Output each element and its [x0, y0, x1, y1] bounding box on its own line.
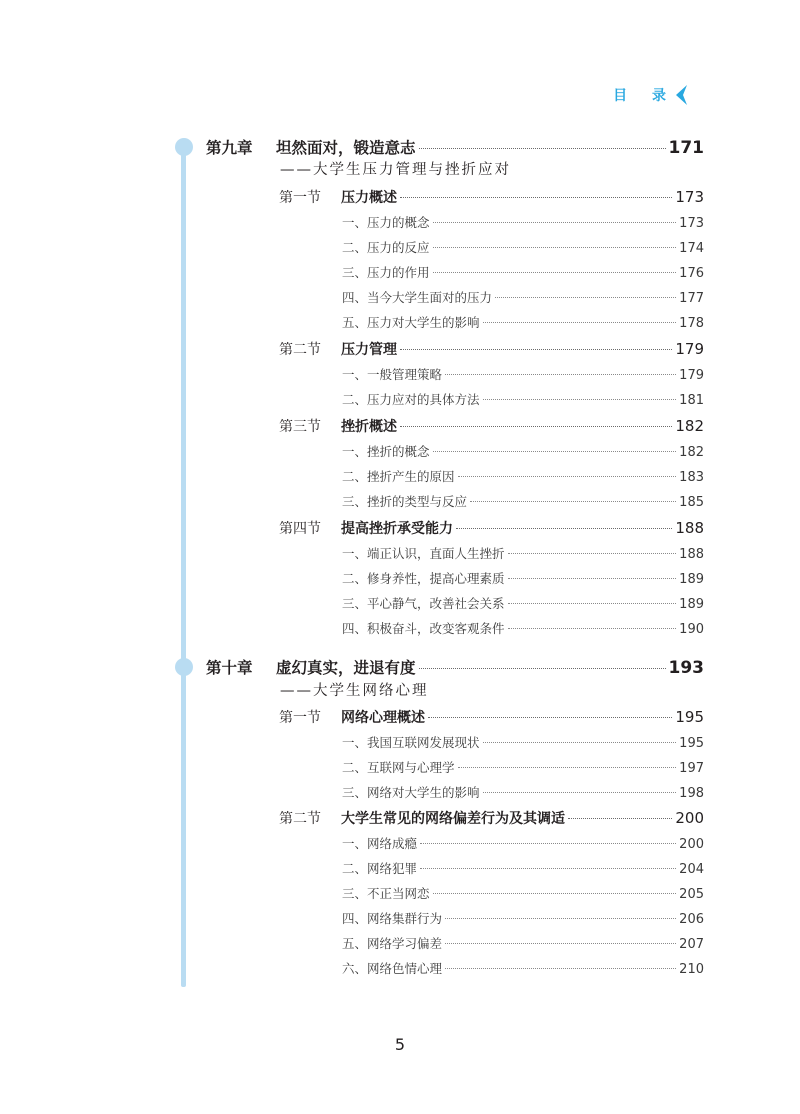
item-page: 185 [679, 495, 704, 510]
section-number: 第一节 [279, 190, 321, 206]
chapter-number: 第九章 [206, 139, 253, 157]
item-page: 174 [679, 241, 704, 256]
toc-item[interactable] [342, 783, 704, 801]
section-number: 第二节 [279, 342, 321, 358]
item-page: 189 [679, 572, 704, 587]
dot-leader [483, 742, 677, 743]
item-page: 198 [679, 786, 704, 801]
item-page: 200 [679, 837, 704, 852]
item-title: 二、挫折产生的原因 [342, 469, 455, 484]
toc-item[interactable] [342, 758, 704, 776]
toc-header-title: 目 录 [613, 88, 676, 104]
dot-leader [428, 717, 672, 718]
toc-item[interactable] [342, 934, 704, 952]
dot-leader [458, 767, 677, 768]
toc-item[interactable] [342, 909, 704, 927]
chapter-title: 坦然面对，锻造意志 [276, 139, 416, 157]
item-title: 一、挫折的概念 [342, 444, 430, 459]
chapter-number: 第十章 [206, 659, 253, 677]
item-page: 178 [679, 316, 704, 331]
dot-leader [420, 843, 676, 844]
dot-leader [508, 603, 677, 604]
item-page: 179 [679, 368, 704, 383]
item-page: 182 [679, 445, 704, 460]
item-page: 188 [679, 547, 704, 562]
dot-leader [456, 528, 672, 529]
timeline-line [181, 147, 186, 987]
toc-item[interactable] [342, 288, 704, 306]
toc-item[interactable] [342, 365, 704, 383]
section-title: 压力管理 [341, 342, 397, 358]
dot-leader [400, 197, 672, 198]
item-page: 177 [679, 291, 704, 306]
toc-item[interactable] [342, 859, 704, 877]
item-title: 三、挫折的类型与反应 [342, 494, 468, 509]
chapter-page: 171 [668, 138, 704, 158]
chapter-subtitle: ——大学生压力管理与挫折应对 [280, 162, 511, 178]
toc-item[interactable] [342, 238, 704, 256]
dot-leader [568, 818, 672, 819]
timeline-dot-chapter-10 [175, 658, 193, 676]
item-title: 二、压力的反应 [342, 240, 430, 255]
section-title: 挫折概述 [341, 419, 397, 435]
dot-leader [508, 553, 677, 554]
toc-header [613, 84, 688, 106]
dot-leader [419, 668, 666, 669]
item-title: 一、网络成瘾 [342, 836, 418, 851]
toc-item[interactable] [342, 569, 704, 587]
section-number: 第一节 [279, 710, 321, 726]
item-title: 四、积极奋斗，改变客观条件 [342, 621, 505, 636]
dot-leader [508, 578, 677, 579]
dot-leader [433, 247, 677, 248]
toc-item[interactable] [342, 619, 704, 637]
toc-item[interactable] [342, 544, 704, 562]
item-page: 207 [679, 937, 704, 952]
dot-leader [445, 968, 676, 969]
section-title: 大学生常见的网络偏差行为及其调适 [341, 811, 565, 827]
chapter-title: 虚幻真实，进退有度 [276, 659, 416, 677]
dot-leader [508, 628, 677, 629]
toc-item[interactable] [342, 733, 704, 751]
item-title: 二、互联网与心理学 [342, 760, 455, 775]
page-number: 5 [394, 1035, 406, 1054]
toc-chapter[interactable] [206, 136, 704, 158]
item-page: 189 [679, 597, 704, 612]
item-title: 三、网络对大学生的影响 [342, 785, 480, 800]
item-page: 173 [679, 216, 704, 231]
dot-leader [470, 501, 676, 502]
dot-leader [400, 349, 672, 350]
toc-item[interactable] [342, 390, 704, 408]
chapter-subtitle: ——大学生网络心理 [280, 683, 429, 699]
item-page: 183 [679, 470, 704, 485]
dot-leader [445, 943, 676, 944]
item-title: 一、端正认识，直面人生挫折 [342, 546, 505, 561]
item-title: 三、不正当网恋 [342, 886, 430, 901]
item-page: 176 [679, 266, 704, 281]
section-page: 188 [675, 519, 704, 537]
toc-section[interactable] [279, 339, 704, 359]
item-title: 三、压力的作用 [342, 265, 430, 280]
dot-leader [445, 918, 676, 919]
dot-leader [420, 868, 676, 869]
toc-section[interactable] [279, 416, 704, 436]
dot-leader [433, 451, 677, 452]
item-title: 五、压力对大学生的影响 [342, 315, 480, 330]
item-title: 五、网络学习偏差 [342, 936, 443, 951]
toc-item[interactable] [342, 959, 704, 977]
dot-leader [483, 322, 677, 323]
dot-leader [400, 426, 672, 427]
item-page: 205 [679, 887, 704, 902]
chevron-left-icon [674, 84, 688, 106]
toc-item[interactable] [342, 313, 704, 331]
toc-item[interactable] [342, 442, 704, 460]
dot-leader [433, 272, 677, 273]
section-title: 网络心理概述 [341, 710, 425, 726]
dot-leader [419, 148, 666, 149]
timeline-dot-chapter-9 [175, 138, 193, 156]
dot-leader [483, 792, 677, 793]
section-page: 200 [675, 809, 704, 827]
item-title: 二、修身养性，提高心理素质 [342, 571, 505, 586]
dot-leader [445, 374, 676, 375]
item-page: 210 [679, 962, 704, 977]
item-title: 二、网络犯罪 [342, 861, 418, 876]
item-title: 一、我国互联网发展现状 [342, 735, 480, 750]
section-page: 179 [675, 340, 704, 358]
item-title: 四、网络集群行为 [342, 911, 443, 926]
toc-item[interactable] [342, 834, 704, 852]
toc-section[interactable] [279, 187, 704, 207]
dot-leader [495, 297, 676, 298]
section-title: 提高挫折承受能力 [341, 521, 453, 537]
section-number: 第四节 [279, 521, 321, 537]
toc-item[interactable] [342, 594, 704, 612]
toc-item[interactable] [342, 492, 704, 510]
dot-leader [433, 893, 677, 894]
item-page: 195 [679, 736, 704, 751]
item-page: 206 [679, 912, 704, 927]
item-title: 六、网络色情心理 [342, 961, 443, 976]
dot-leader [458, 476, 677, 477]
item-title: 三、平心静气，改善社会关系 [342, 596, 505, 611]
toc-item[interactable] [342, 213, 704, 231]
item-page: 181 [679, 393, 704, 408]
toc-section[interactable] [279, 707, 704, 727]
toc-item[interactable] [342, 884, 704, 902]
chapter-page: 193 [668, 658, 704, 678]
toc-item[interactable] [342, 263, 704, 281]
section-title: 压力概述 [341, 190, 397, 206]
toc-section[interactable] [279, 808, 704, 828]
toc-section[interactable] [279, 518, 704, 538]
item-title: 一、一般管理策略 [342, 367, 443, 382]
toc-item[interactable] [342, 467, 704, 485]
item-title: 四、当今大学生面对的压力 [342, 290, 493, 305]
section-number: 第二节 [279, 811, 321, 827]
toc-chapter[interactable] [206, 656, 704, 678]
item-page: 197 [679, 761, 704, 776]
item-title: 一、压力的概念 [342, 215, 430, 230]
section-page: 173 [675, 188, 704, 206]
item-page: 190 [679, 622, 704, 637]
section-number: 第三节 [279, 419, 321, 435]
item-page: 204 [679, 862, 704, 877]
dot-leader [483, 399, 677, 400]
item-title: 二、压力应对的具体方法 [342, 392, 480, 407]
section-page: 182 [675, 417, 704, 435]
section-page: 195 [675, 708, 704, 726]
dot-leader [433, 222, 677, 223]
